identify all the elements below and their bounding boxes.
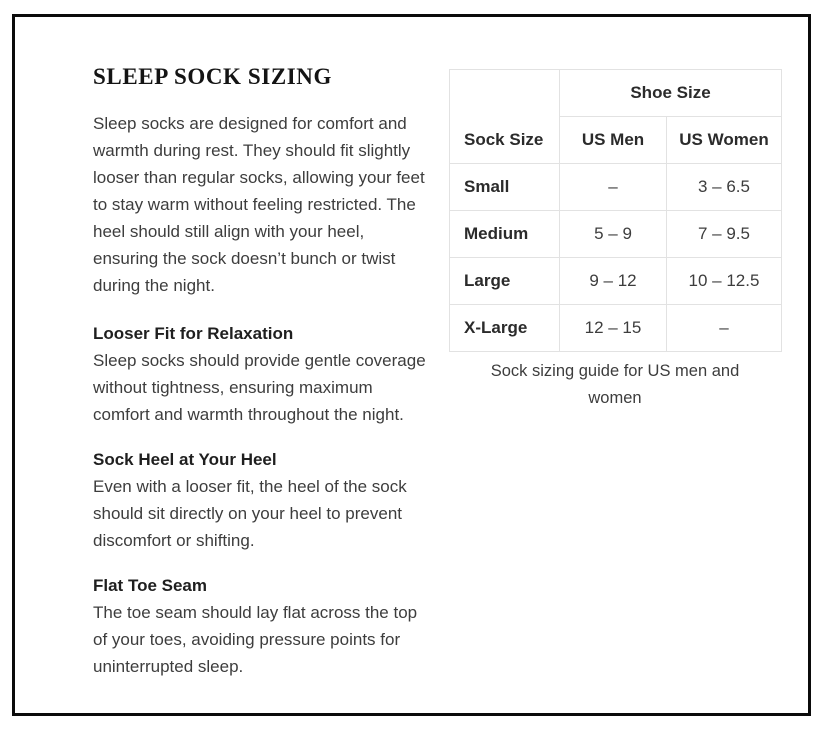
section-heading-flat-toe-seam: Flat Toe Seam xyxy=(93,576,207,595)
intro-paragraph: Sleep socks are designed for comfort and warmth during rest. They should fit slightly looser than regular socks, allowing your feet to stay warm without feeling restricted. The heel should still align with your heel, ensuring the sock doesn’t bunch or twist during the night. xyxy=(93,114,425,295)
table-row xyxy=(450,164,782,211)
section-heading-looser-fit: Looser Fit for Relaxation xyxy=(93,324,294,343)
size-label-cell: Small xyxy=(450,164,560,211)
size-label-cell: Medium xyxy=(450,211,560,258)
us-men-header-cell: US Men xyxy=(560,117,667,164)
sock-size-header-cell: Sock Size xyxy=(450,70,560,164)
size-label-cell: Large xyxy=(450,258,560,305)
article-column xyxy=(93,63,427,698)
table-row xyxy=(450,211,782,258)
table-caption-text: Sock sizing guide for US men and women xyxy=(490,362,740,407)
shoe-size-header-cell: Shoe Size xyxy=(560,70,782,117)
us-women-value-cell: 3 – 6.5 xyxy=(667,164,782,211)
us-men-value-cell: 12 – 15 xyxy=(560,305,667,352)
us-men-value-cell: – xyxy=(560,164,667,211)
table-row xyxy=(450,305,782,352)
page-frame xyxy=(12,14,811,716)
size-label-cell: X-Large xyxy=(450,305,560,352)
us-women-value-cell: 10 – 12.5 xyxy=(667,258,782,305)
us-women-value-cell: 7 – 9.5 xyxy=(667,211,782,258)
page-title: SLEEP SOCK SIZING xyxy=(93,64,333,89)
section-body-sock-heel: Even with a looser fit, the heel of the sock should sit directly on your heel to prevent discomfort or shifting. xyxy=(93,477,407,550)
us-men-value-cell: 5 – 9 xyxy=(560,211,667,258)
us-women-header-cell: US Women xyxy=(667,117,782,164)
table-header-row-group xyxy=(450,70,782,117)
sock-sizing-table xyxy=(449,69,782,352)
table-caption xyxy=(449,358,781,412)
section-body-flat-toe-seam: The toe seam should lay flat across the top of your toes, avoiding pressure points for uninterrupted sleep. xyxy=(93,603,418,676)
sizing-table-container xyxy=(449,69,781,352)
section-heading-sock-heel: Sock Heel at Your Heel xyxy=(93,450,277,469)
table-row xyxy=(450,258,782,305)
us-women-value-cell: – xyxy=(667,305,782,352)
us-men-value-cell: 9 – 12 xyxy=(560,258,667,305)
section-body-looser-fit: Sleep socks should provide gentle coverage without tightness, ensuring maximum comfort and warmth throughout the night. xyxy=(93,351,426,424)
